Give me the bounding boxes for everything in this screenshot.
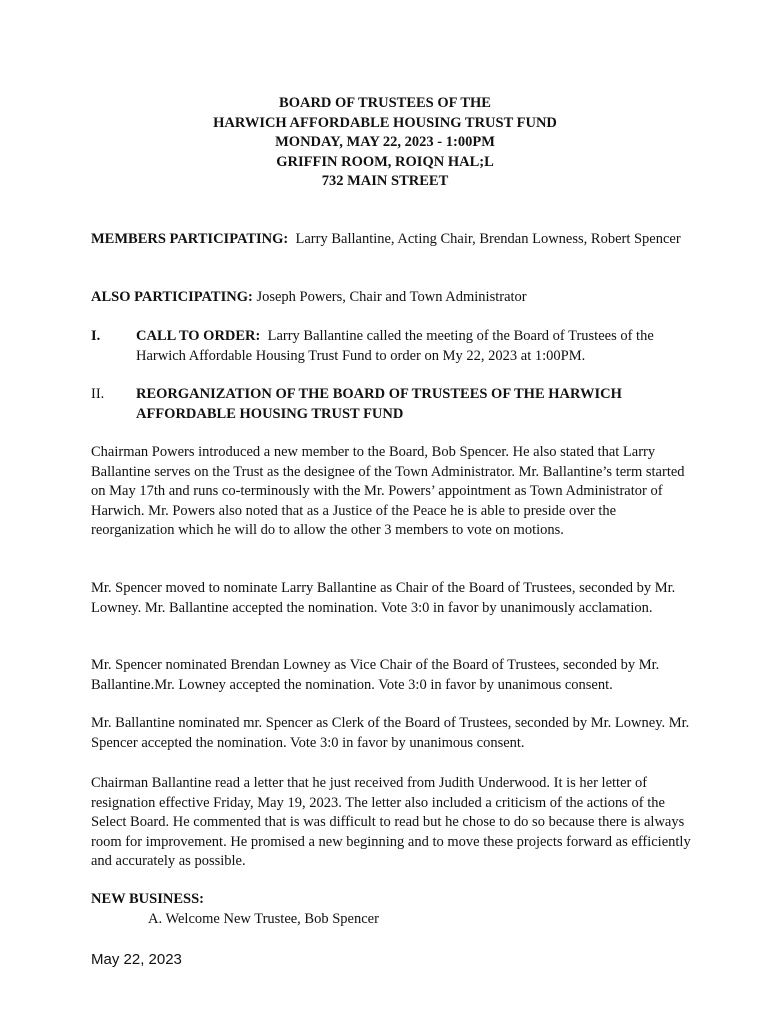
header-line-5: 732 MAIN STREET <box>321 173 449 189</box>
paragraph: Mr. Ballantine nominated mr. Spencer as Clerk of the Board of Trustees, seconded by Mr. Lowney. Mr. Spencer accepted the nomination. Vote 3:0 in favor by unanimous consent. <box>91 715 690 751</box>
new-business-heading: NEW BUSINESS: <box>91 891 204 907</box>
new-business <box>91 890 691 929</box>
section-1-number: I. <box>91 328 101 344</box>
paragraph: Chairman Ballantine read a letter that he just received from Judith Underwood. It is her letter of resignation effective Friday, May 19, 2023. The letter also included a criticism of the actions of the Select Board. He commented that is was difficult to read but he chose to do so because there is always room for improvement. He promised a new beginning and to move these projects forward as efficiently and accurately as possible. <box>91 775 691 869</box>
header-line-2: HARWICH AFFORDABLE HOUSING TRUST FUND <box>213 114 557 131</box>
paragraph: Chairman Powers introduced a new member to the Board, Bob Spencer. He also stated that Larry Ballantine serves on the Trust as the designee of the Town Administrator. Mr. Ballantine’s term started on May 17th and runs co-terminously with the Mr. Powers’ appointment as Town Administrator of Harwich. Mr. Powers also noted that as a Justice of the Peace he is able to preside over the reorganization which he will do to allow the other 3 members to vote on motions. <box>91 444 685 538</box>
header-line-1: BOARD OF TRUSTEES OF THE <box>279 95 491 111</box>
members-label: MEMBERS PARTICIPATING: <box>91 231 289 247</box>
also-text: Joseph Powers, Chair and Town Administrator <box>252 289 527 305</box>
section-1-body <box>136 327 691 366</box>
section-reorganization <box>91 385 691 424</box>
section-1-text: Larry Ballantine called the meeting of the Board of Trustees of the Harwich Affordable Housing Trust Fund to order on My 22, 2023 at 1:00PM. <box>136 328 658 364</box>
header-line-3: MONDAY, MAY 22, 2023 - 1:00PM <box>275 134 495 150</box>
paragraph: Mr. Spencer moved to nominate Larry Ballantine as Chair of the Board of Trustees, seconded by Mr. Lowney. Mr. Ballantine accepted the nomination. Vote 3:0 in favor by unanimously acclamation. <box>91 580 676 616</box>
list-item: A. Welcome New Trustee, Bob Spencer <box>148 910 379 927</box>
also-participating <box>91 288 691 308</box>
section-2-title: REORGANIZATION OF THE BOARD OF TRUSTEES OF THE HARWICH AFFORDABLE HOUSING TRUST FUND <box>136 386 622 422</box>
footer-date: May 22, 2023 <box>91 951 182 968</box>
header-line-4: GRIFFIN ROOM, ROIQN HAL;L <box>276 153 494 170</box>
paragraph: Mr. Spencer nominated Brendan Lowney as Vice Chair of the Board of Trustees, seconded by Mr. Ballantine.Mr. Lowney accepted the nomination. Vote 3:0 in favor by unanimous consent. <box>91 657 660 693</box>
members-text: Larry Ballantine, Acting Chair, Brendan Lowness, Robert Spencer <box>288 231 681 247</box>
document-header <box>0 94 770 192</box>
section-1-label: CALL TO ORDER: <box>136 328 261 344</box>
section-2-number: II. <box>91 386 105 402</box>
members-participating <box>91 230 691 250</box>
also-label: ALSO PARTICIPATING: <box>91 289 253 305</box>
section-call-to-order <box>91 327 691 366</box>
